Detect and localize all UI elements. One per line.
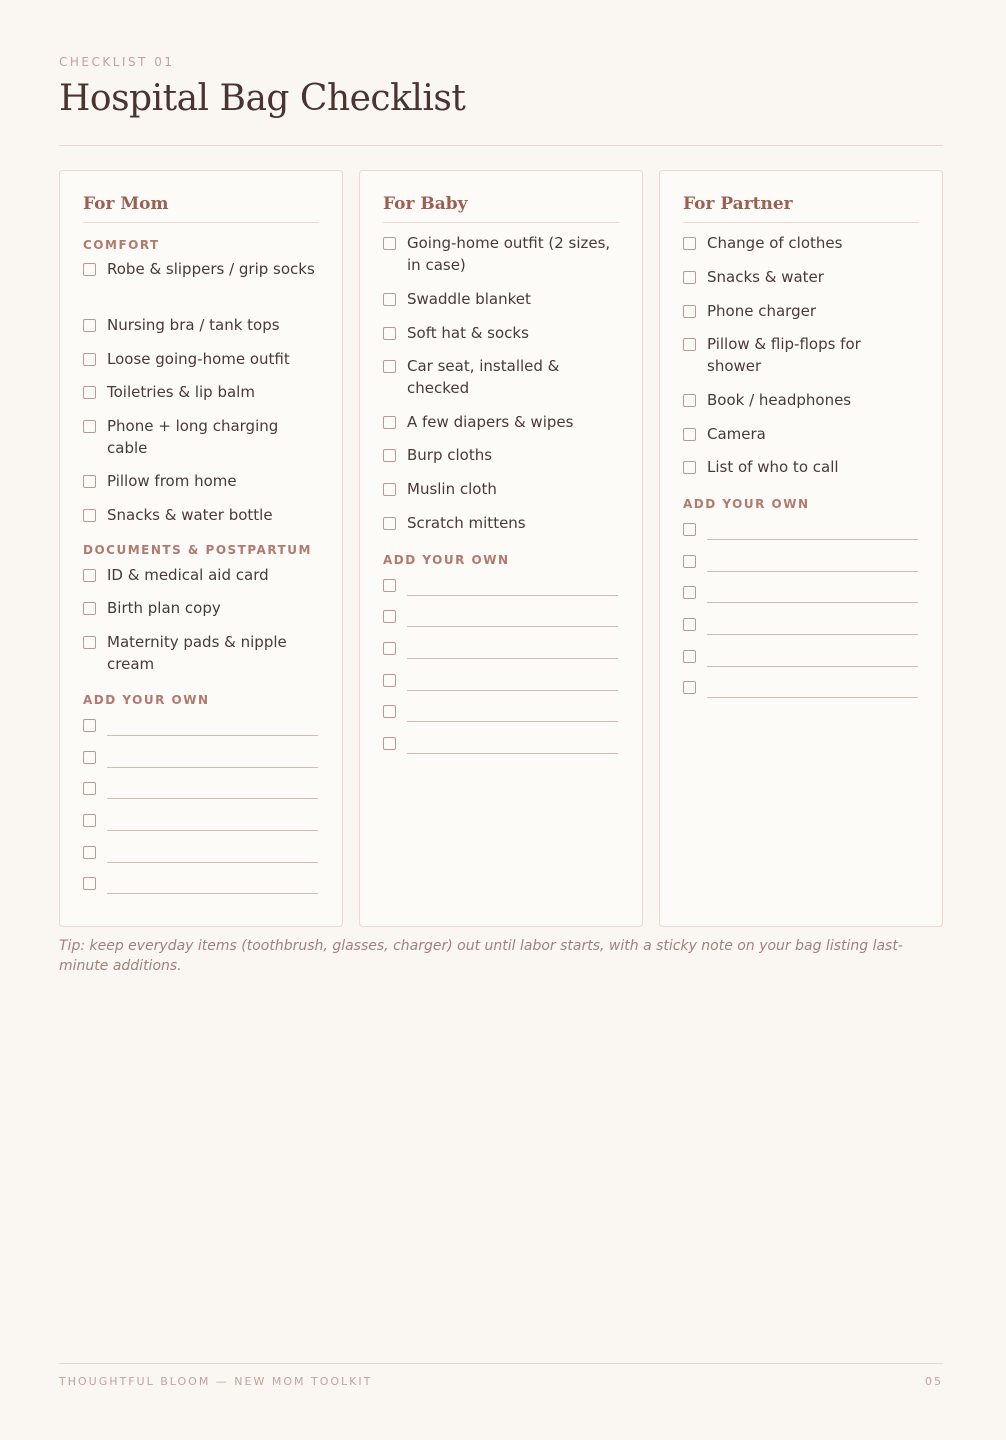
checkbox[interactable] — [383, 327, 396, 340]
write-in-line[interactable] — [407, 658, 618, 659]
checkbox[interactable] — [83, 420, 96, 433]
checkbox[interactable] — [83, 719, 96, 732]
checkbox[interactable] — [683, 650, 696, 663]
write-in-line[interactable] — [107, 798, 318, 799]
checkbox[interactable] — [683, 271, 696, 284]
checkbox[interactable] — [383, 705, 396, 718]
page-title: Hospital Bag Checklist — [59, 78, 466, 119]
checkbox[interactable] — [83, 509, 96, 522]
checkbox[interactable] — [83, 475, 96, 488]
checkbox[interactable] — [683, 586, 696, 599]
write-in-line[interactable] — [107, 893, 318, 894]
checkbox[interactable] — [83, 602, 96, 615]
checkbox[interactable] — [683, 338, 696, 351]
tip-note: Tip: keep everyday items (toothbrush, glasses, charger) out until labor starts, with a sticky note on your bag listing last-minute additions. — [59, 938, 903, 974]
item-label: Going-home outfit (2 sizes, in case) — [407, 234, 611, 274]
write-in-line[interactable] — [707, 539, 918, 540]
item-label: Robe & slippers / grip socks — [107, 260, 315, 278]
checkbox[interactable] — [383, 237, 396, 250]
item-label: Book / headphones — [707, 391, 852, 409]
write-in-line[interactable] — [407, 753, 618, 754]
checkbox[interactable] — [83, 319, 96, 332]
item-label: Birth plan copy — [107, 599, 221, 617]
item-label: Soft hat & socks — [407, 324, 529, 342]
item-label: Pillow & flip-flops for shower — [707, 335, 861, 375]
checkbox[interactable] — [683, 237, 696, 250]
checkbox[interactable] — [683, 394, 696, 407]
checkbox[interactable] — [383, 737, 396, 750]
write-in-line[interactable] — [707, 634, 918, 635]
item-label: Maternity pads & nipple cream — [107, 633, 287, 673]
item-label: ID & medical aid card — [107, 566, 269, 584]
item-label: Burp cloths — [407, 446, 493, 464]
item-label: Change of clothes — [707, 234, 843, 252]
item-label: Camera — [707, 425, 766, 443]
item-label: Phone + long charging cable — [107, 417, 279, 457]
checkbox[interactable] — [83, 782, 96, 795]
checkbox[interactable] — [383, 483, 396, 496]
checkbox[interactable] — [683, 305, 696, 318]
checkbox[interactable] — [83, 751, 96, 764]
item-label: Nursing bra / tank tops — [107, 316, 280, 334]
checkbox[interactable] — [83, 636, 96, 649]
write-in-line[interactable] — [407, 690, 618, 691]
write-in-line[interactable] — [407, 595, 618, 596]
checkbox[interactable] — [383, 674, 396, 687]
checkbox[interactable] — [383, 416, 396, 429]
item-label: Snacks & water bottle — [107, 506, 273, 524]
checkbox[interactable] — [83, 846, 96, 859]
eyebrow-label: CHECKLIST 01 — [59, 55, 175, 69]
item-label: Muslin cloth — [407, 480, 497, 498]
checkbox[interactable] — [383, 293, 396, 306]
divider — [59, 145, 943, 146]
item-label: List of who to call — [707, 458, 839, 476]
checkbox[interactable] — [83, 263, 96, 276]
section-heading-add-your-own: ADD YOUR OWN — [83, 693, 210, 707]
checkbox[interactable] — [683, 618, 696, 631]
write-in-line[interactable] — [407, 721, 618, 722]
write-in-line[interactable] — [107, 767, 318, 768]
checkbox[interactable] — [383, 610, 396, 623]
card-for-mom — [59, 170, 343, 927]
card-for-partner — [659, 170, 943, 927]
write-in-line[interactable] — [707, 571, 918, 572]
write-in-line[interactable] — [707, 697, 918, 698]
checklist-columns — [59, 170, 943, 929]
item-label: Pillow from home — [107, 472, 237, 490]
item-label: Toiletries & lip balm — [107, 383, 255, 401]
item-label: Phone charger — [707, 302, 816, 320]
write-in-line[interactable] — [107, 862, 318, 863]
checkbox[interactable] — [683, 681, 696, 694]
item-label: Swaddle blanket — [407, 290, 531, 308]
section-heading-add-your-own: ADD YOUR OWN — [683, 497, 810, 511]
page-number: 05 — [925, 1375, 943, 1388]
section-heading-add-your-own: ADD YOUR OWN — [383, 553, 510, 567]
checkbox[interactable] — [683, 523, 696, 536]
checkbox[interactable] — [383, 449, 396, 462]
card-title-baby: For Baby — [383, 194, 619, 223]
item-label: A few diapers & wipes — [407, 413, 574, 431]
footer-divider — [59, 1363, 943, 1364]
footer-brand: THOUGHTFUL BLOOM — NEW MOM TOOLKIT — [59, 1375, 373, 1388]
checkbox[interactable] — [83, 877, 96, 890]
checkbox[interactable] — [683, 461, 696, 474]
item-label: Snacks & water — [707, 268, 824, 286]
card-title-mom: For Mom — [83, 194, 319, 223]
item-label: Scratch mittens — [407, 514, 526, 532]
checkbox[interactable] — [683, 555, 696, 568]
write-in-line[interactable] — [407, 626, 618, 627]
write-in-line[interactable] — [707, 602, 918, 603]
write-in-line[interactable] — [707, 666, 918, 667]
checkbox[interactable] — [83, 569, 96, 582]
item-label: Loose going-home outfit — [107, 350, 290, 368]
checkbox[interactable] — [83, 353, 96, 366]
checkbox[interactable] — [383, 642, 396, 655]
write-in-line[interactable] — [107, 735, 318, 736]
card-for-baby — [359, 170, 643, 927]
checkbox[interactable] — [383, 360, 396, 373]
write-in-line[interactable] — [107, 830, 318, 831]
card-title-partner: For Partner — [683, 194, 919, 223]
item-label: Car seat, installed & checked — [407, 357, 560, 397]
section-heading-documents: DOCUMENTS & POSTPARTUM — [83, 543, 312, 557]
section-heading-comfort: COMFORT — [83, 238, 160, 252]
checkbox[interactable] — [383, 517, 396, 530]
checkbox[interactable] — [383, 579, 396, 592]
checkbox[interactable] — [683, 428, 696, 441]
checkbox[interactable] — [83, 386, 96, 399]
checkbox[interactable] — [83, 814, 96, 827]
